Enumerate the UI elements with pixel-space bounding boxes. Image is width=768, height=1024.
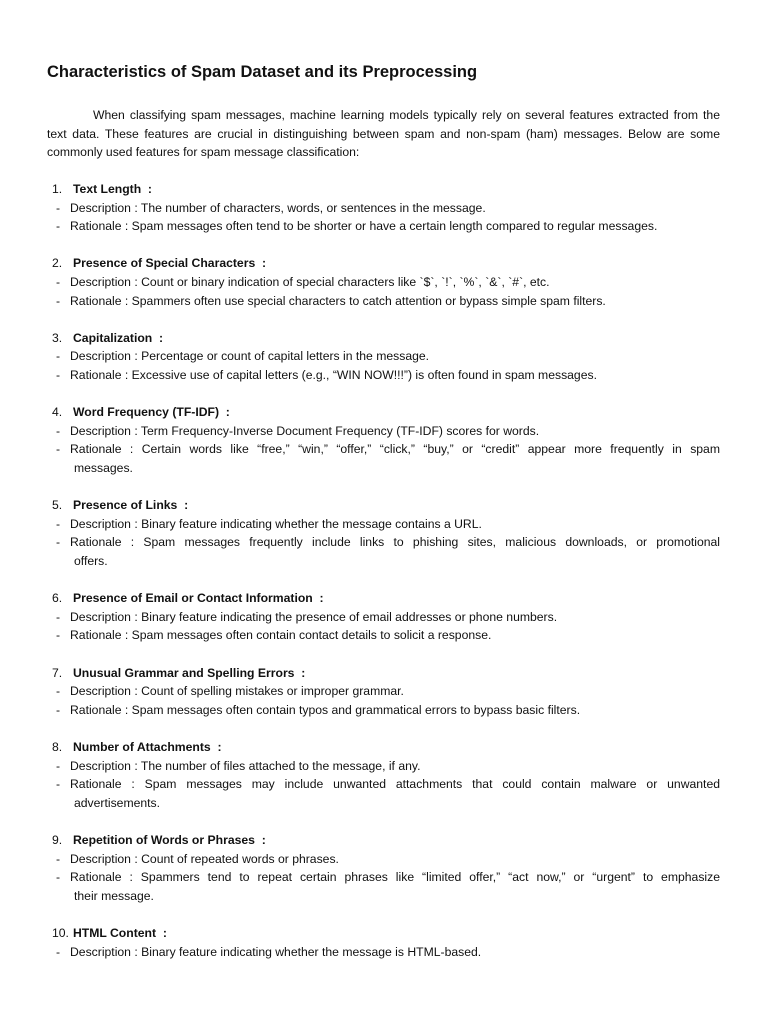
feature-heading: 8. Number of Attachments : — [52, 738, 222, 757]
feature-number: 3. — [52, 330, 63, 345]
feature-heading: 3. Capitalization : — [52, 329, 163, 348]
feature-heading: 10. HTML Content : — [52, 924, 167, 943]
feature-title: Repetition of Words or Phrases — [73, 833, 255, 847]
feature-title: Word Frequency (TF-IDF) — [73, 405, 220, 420]
intro-paragraph: When classifying spam messages, machine learning models typically rely on several features extracted from the text data. These features are crucial in distinguishing between spam and non-spam (ham) messages. Below are some commonly used features for spam message classification: — [47, 108, 720, 160]
feature-number: 8. — [52, 740, 63, 754]
feature-title: Number of Attachments — [73, 740, 211, 754]
feature-heading: 9. Repetition of Words or Phrases : — [52, 831, 266, 850]
feature-number: 9. — [52, 833, 63, 847]
feature-title: Text Length — [73, 182, 142, 196]
feature-heading: 2. Presence of Special Characters : — [52, 254, 266, 273]
feature-number: 1. — [52, 182, 63, 196]
document-title: Characteristics of Spam Dataset and its Preprocessing — [47, 63, 478, 81]
document-page: Characteristics of Spam Dataset and its Preprocessing When classifying spam messages, machine learning models typically rely on several features extracted from the text data. These features are crucial in distinguishing between spam and non-spam (ham) messages. Below are some commonly used features for spam message classification: 1. Text Length : - Description : The number of characters, words, or sentences in the message. - Rationale : Spam messages often tend to be shorter or have a certain length compared to regular messages. 2. Presence of Special Characters : - Description : Count or binary indication of special characters like `$`, `!`, `%`, `&`, `#`, etc. - Rationale : Spammers often use special characters to catch attention or bypass simple spam filters. 3. Capitalization : - Description : Percentage or count of capital letters in the message. - Rationale : Excessive use of capital letters (e.g., “WIN NOW!!!”) is often found in spam messages. 4. Word Frequency (TF-IDF) : - Description : Term Frequency-Inverse Document Frequency (TF-IDF) scores for words. - Rationale : Certain words like “free,” “win,” “offer,” “click,” “buy,” or “credit” appear more frequently in spam messages. 5. Presence of Links : - Description : Binary feature indicating whether the message contains a URL. - Rationale : Spam messages frequently include links to phishing sites, malicious downloads, or promotional offers. 6. Presence of Email or Contact Information : - Description : Binary feature indicating the presence of email addresses or phone numbers. - Rationale : Spam messages often contain contact details to solicit a response. 7. Unusual Grammar and Spelling Errors : - Description : Count of spelling mistakes or improper grammar. - Rationale : Spam messages often contain typos and grammatical errors to bypass basic filters. 8. Number of Attachments : - Description : The number of files attached to the message, if any. - Rationale : Spam messages may include unwanted attachments that could contain malware or unwanted advertisements. 9. Repetition of Words or Phrases : - Description : Count of repeated words or phrases. - Rationale : Spammers tend to repeat certain phrases like “limited offer,” “act now,” or “urgent” to emphasize their message. 10. HTML Content : - Description : Binary feature indicating whether the message is HTML-based. — [47, 63, 720, 959]
feature-number: 5. — [52, 498, 63, 513]
feature-heading: 6. Presence of Email or Contact Information : — [52, 589, 324, 608]
feature-heading: 7. Unusual Grammar and Spelling Errors : — [52, 664, 305, 683]
feature-title: Presence of Email or Contact Information — [73, 591, 313, 606]
feature-title: Capitalization — [73, 330, 153, 345]
feature-title: Unusual Grammar and Spelling Errors — [73, 665, 295, 680]
feature-title: HTML Content — [73, 926, 157, 940]
feature-number: 7. — [52, 665, 63, 680]
feature-heading: 4. Word Frequency (TF-IDF) : — [52, 403, 230, 422]
feature-title: Presence of Special Characters — [73, 256, 256, 271]
feature-heading: 1. Text Length : — [52, 180, 152, 199]
feature-number: 4. — [52, 405, 63, 420]
feature-number: 10. — [52, 926, 69, 940]
feature-number: 6. — [52, 591, 63, 606]
feature-title: Presence of Links — [73, 498, 178, 513]
feature-heading: 5. Presence of Links : — [52, 496, 188, 515]
feature-number: 2. — [52, 256, 63, 271]
